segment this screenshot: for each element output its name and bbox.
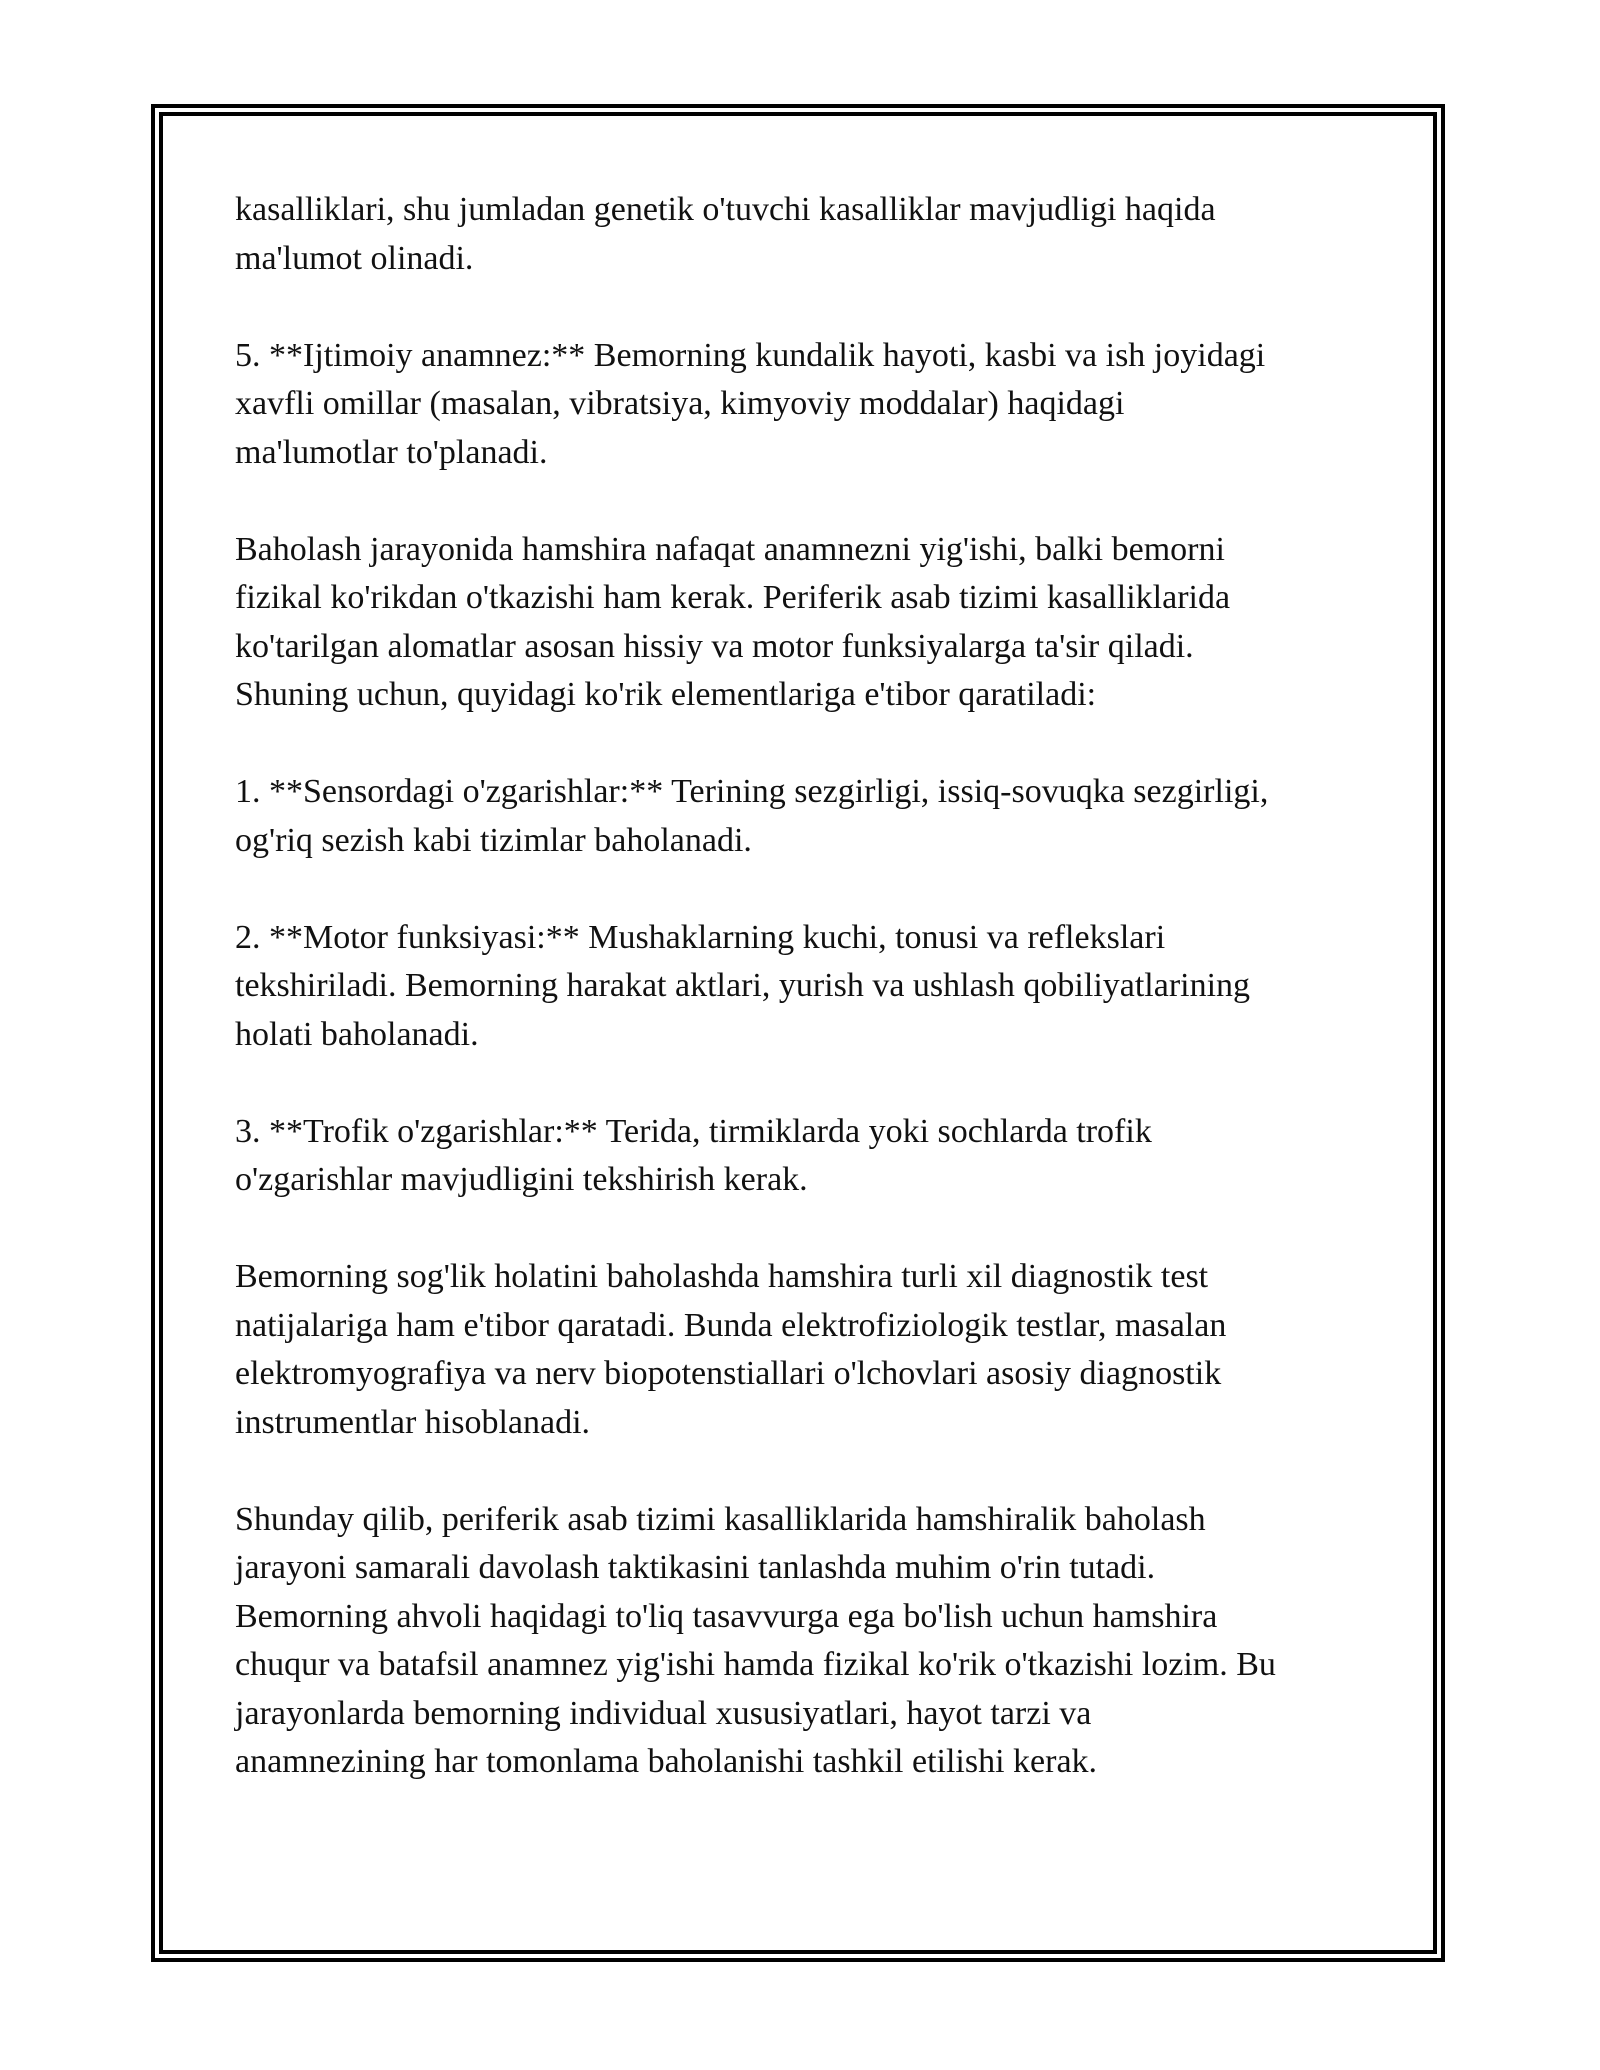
paragraph-social-history: 5. **Ijtimoiy anamnez:** Bemorning kundalik hayoti, kasbi va ish joyidagi xavfli omillar (masalan, vibratsiya, kimyoviy moddalar) haqidagi ma'lumotlar to'planadi. (235, 336, 1266, 471)
paragraph-diagnostic-tests: Bemorning sog'lik holatini baholashda hamshira turli xil diagnostik test natijalariga ham e'tibor qaratadi. Bunda elektrofiziologik testlar, masalan elektromyografiya va nerv biopotenstiallari o'lchovlari asosiy diagnostik instrumentlar hisoblanadi. (235, 1258, 1227, 1441)
paragraph-assessment-intro: Baholash jarayonida hamshira nafaqat anamnezni yig'ishi, balki bemorni fizikal ko'rikdan o'tkazishi ham kerak. Periferik asab tizimi kasalliklarida ko'tarilgan alomatlar asosan hissiy va motor funksiyalarga ta'sir qiladi. Shuning uchun, quyidagi ko'rik elementlariga e'tibor qaratiladi: (235, 530, 1231, 713)
document-body (235, 186, 1375, 1835)
paragraph-motor-function: 2. **Motor funksiyasi:** Mushaklarning kuchi, tonusi va reflekslari tekshiriladi. Bemorning harakat aktlari, yurish va ushlash qobiliyatlarining holati baholanadi. (235, 918, 1251, 1053)
paragraph-trophic-changes: 3. **Trofik o'zgarishlar:** Terida, tirmiklarda yoki sochlarda trofik o'zgarishlar mavjudligini tekshirish kerak. (235, 1112, 1152, 1198)
paragraph-sensory-changes: 1. **Sensordagi o'zgarishlar:** Terining sezgirligi, issiq-sovuqka sezgirligi, og'riq sezish kabi tizimlar baholanadi. (235, 773, 1269, 859)
paragraph-conclusion: Shunday qilib, periferik asab tizimi kasalliklarida hamshiralik baholash jarayoni samarali davolash taktikasini tanlashda muhim o'rin tutadi. Bemorning ahvoli haqidagi to'liq tasavvurga ega bo'lish uchun hamshira chuqur va batafsil anamnez yig'ishi hamda fizikal ko'rik o'tkazishi lozim. Bu jarayonlarda bemorning individual xususiyatlari, hayot tarzi va anamnezining har tomonlama baholanishi tashkil etilishi kerak. (235, 1500, 1276, 1780)
paragraph-family-history-end: kasalliklari, shu jumladan genetik o'tuvchi kasalliklar mavjudligi haqida ma'lumot olinadi. (235, 191, 1216, 277)
